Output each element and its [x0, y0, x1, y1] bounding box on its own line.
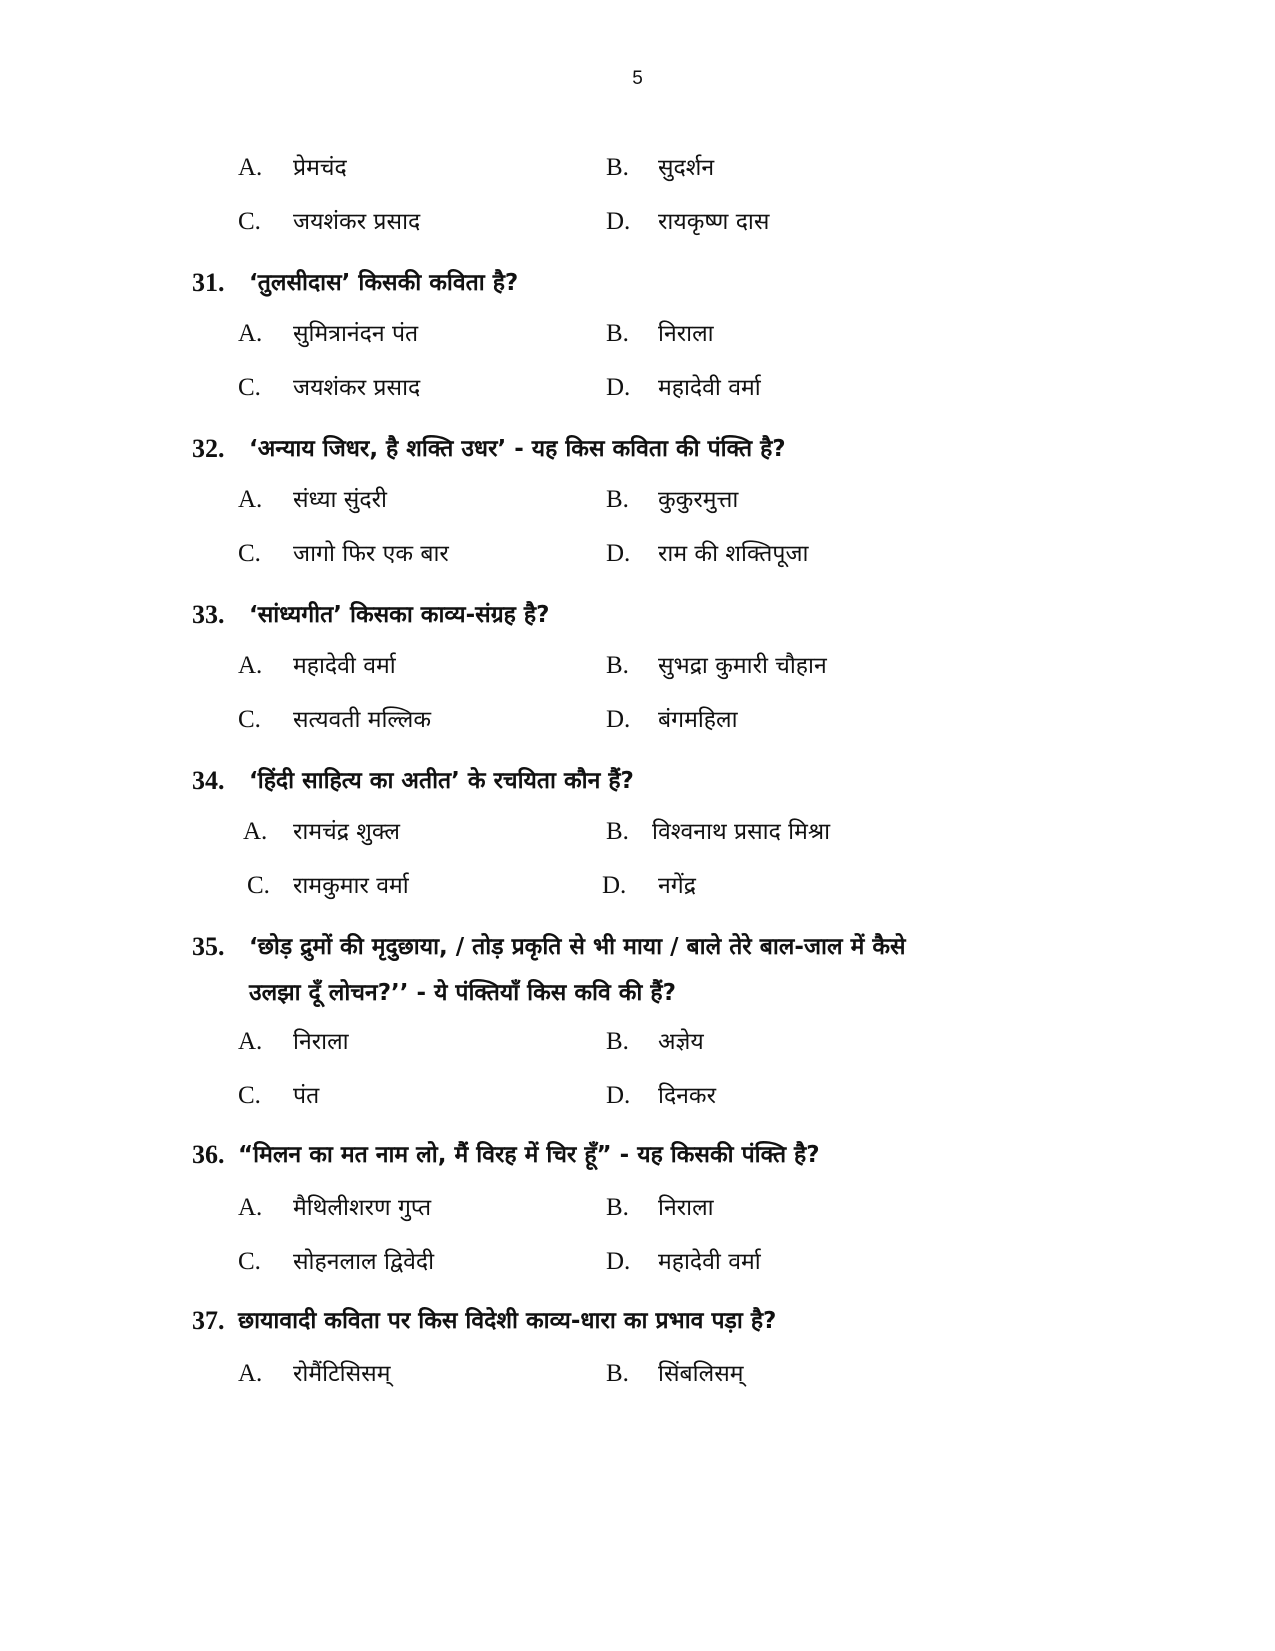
option-text: निराला	[658, 321, 714, 347]
option-text: दिनकर	[658, 1083, 717, 1109]
option-letter: A.	[238, 652, 263, 679]
option-letter: B.	[606, 486, 629, 513]
question-text: ‘तुलसीदास’ किसकी कविता है?	[249, 270, 519, 296]
option-letter: A.	[238, 1194, 263, 1221]
option-text: महादेवी वर्मा	[658, 375, 761, 401]
question-text: ‘छोड़ द्रुमों की मृदुछाया, / तोड़ प्रकृति से भी माया / बाले तेरे बाल-जाल में कैसे उलझा दूँ लोचन?’’ - ये पंक्तियाँ किस कवि की हैं?	[249, 934, 906, 1006]
option-letter: A.	[238, 1360, 263, 1387]
option-letter: C.	[238, 540, 261, 567]
option-text: रामचंद्र शुक्ल	[293, 819, 401, 845]
option-letter: C.	[238, 1082, 261, 1109]
option-letter: A.	[243, 818, 268, 845]
option-row	[0, 812, 1275, 852]
option-letter: B.	[606, 320, 629, 347]
question-text: ‘हिंदी साहित्य का अतीत’ के रचयिता कौन हैं?	[249, 768, 634, 794]
option-row	[0, 1354, 1275, 1394]
option-letter: C.	[238, 374, 261, 401]
option-letter: B.	[606, 1360, 629, 1387]
option-row	[0, 534, 1275, 574]
option-text: पंत	[293, 1083, 320, 1109]
option-text: रायकृष्ण दास	[658, 209, 770, 235]
option-row	[0, 646, 1275, 686]
question-text: ‘सांध्यगीत’ किसका काव्य-संग्रह है?	[249, 602, 550, 628]
option-text: अज्ञेय	[658, 1029, 704, 1055]
option-row	[0, 1076, 1275, 1116]
option-text: राम की शक्तिपूजा	[658, 541, 809, 567]
option-text: सिंबलिसम्	[658, 1361, 744, 1387]
option-letter: A.	[238, 486, 263, 513]
option-letter: A.	[238, 154, 263, 181]
question-text: “मिलन का मत नाम लो, मैं विरह में चिर हूँ” - यह किसकी पंक्ति है?	[238, 1142, 820, 1168]
option-text: बंगमहिला	[658, 707, 738, 733]
option-row	[0, 314, 1275, 354]
option-letter: D.	[606, 540, 631, 567]
option-text: सत्यवती मल्लिक	[293, 707, 432, 733]
option-letter: A.	[238, 1028, 263, 1055]
option-text: निराला	[658, 1195, 714, 1221]
option-text: सोहनलाल द्विवेदी	[293, 1249, 435, 1275]
option-text: सुभद्रा कुमारी चौहान	[658, 653, 827, 679]
question-number: 31.	[192, 268, 225, 297]
option-row	[0, 1188, 1275, 1228]
option-row	[0, 866, 1275, 906]
option-row	[0, 202, 1275, 242]
option-letter: D.	[606, 374, 631, 401]
option-text: मैथिलीशरण गुप्त	[293, 1195, 432, 1221]
option-text: महादेवी वर्मा	[658, 1249, 761, 1275]
option-letter: B.	[606, 652, 629, 679]
option-letter: B.	[606, 154, 629, 181]
question-number: 32.	[192, 434, 225, 463]
option-letter: C.	[238, 706, 261, 733]
option-letter: C.	[238, 1248, 261, 1275]
option-text: निराला	[293, 1029, 349, 1055]
option-row	[0, 700, 1275, 740]
option-text: संध्या सुंदरी	[293, 487, 387, 513]
question-number: 35.	[192, 932, 225, 961]
question-number: 34.	[192, 766, 225, 795]
question-number: 37.	[192, 1306, 225, 1335]
option-letter: B.	[606, 1194, 629, 1221]
option-letter: C.	[238, 208, 261, 235]
option-letter: D.	[606, 1248, 631, 1275]
question-number: 36.	[192, 1140, 225, 1169]
question-number: 33.	[192, 600, 225, 629]
option-row	[0, 1022, 1275, 1062]
option-letter: D.	[606, 706, 631, 733]
option-text: जागो फिर एक बार	[293, 541, 449, 567]
option-letter: C.	[247, 872, 270, 899]
option-row	[0, 368, 1275, 408]
option-letter: D.	[606, 1082, 631, 1109]
option-text: विश्वनाथ प्रसाद मिश्रा	[652, 819, 831, 845]
option-row	[0, 1242, 1275, 1282]
option-text: प्रेमचंद	[293, 155, 347, 181]
option-letter: B.	[606, 1028, 629, 1055]
option-text: जयशंकर प्रसाद	[293, 375, 421, 401]
question-text: छायावादी कविता पर किस विदेशी काव्य-धारा का प्रभाव पड़ा है?	[238, 1308, 777, 1334]
option-letter: D.	[602, 872, 627, 899]
option-text: महादेवी वर्मा	[293, 653, 396, 679]
option-row	[0, 148, 1275, 188]
option-text: रोमैंटिसिसम्	[293, 1361, 391, 1387]
option-text: नगेंद्र	[658, 873, 696, 899]
page-number: 5	[632, 68, 643, 89]
option-text: कुकुरमुत्ता	[658, 487, 739, 513]
option-text: सुमित्रानंदन पंत	[293, 321, 419, 347]
option-text: सुदर्शन	[658, 155, 715, 181]
option-letter: B.	[606, 818, 629, 845]
question-text: ‘अन्याय जिधर, है शक्ति उधर’ - यह किस कविता की पंक्ति है?	[249, 436, 786, 462]
option-letter: D.	[606, 208, 631, 235]
option-row	[0, 480, 1275, 520]
option-text: जयशंकर प्रसाद	[293, 209, 421, 235]
option-text: रामकुमार वर्मा	[293, 873, 409, 899]
option-letter: A.	[238, 320, 263, 347]
